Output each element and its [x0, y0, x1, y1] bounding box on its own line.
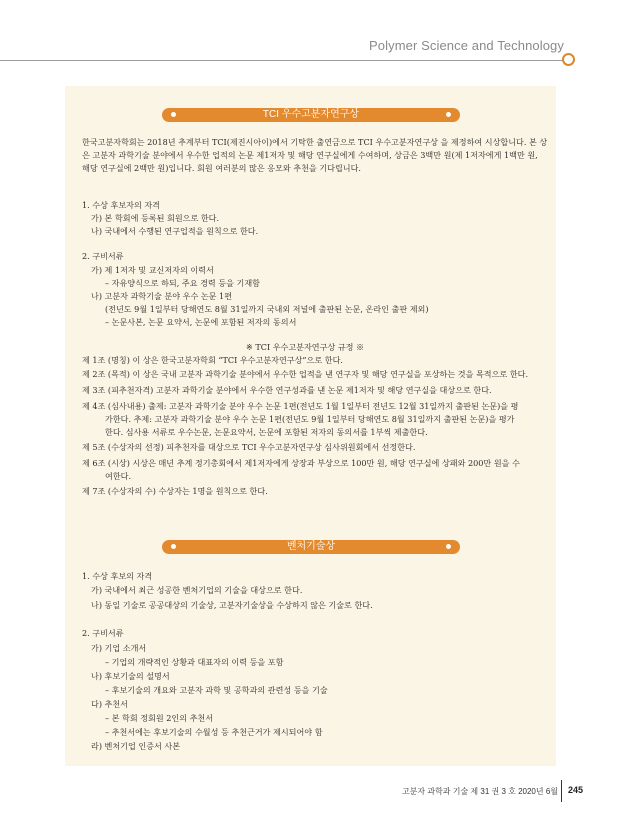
list-subitem: – 기업의 개략적인 상황과 대표자의 이력 등을 포함 [105, 657, 284, 667]
rule-item-cont: 여한다. [105, 471, 132, 481]
list-item: 나) 후보기술의 설명서 [91, 671, 170, 681]
rule-item: 제 3조 (피추천자격) 고분자 과학기술 분야에서 우수한 연구성과를 낸 논문 제1저자 및 해당 연구실을 대상으로 한다. [82, 385, 492, 395]
footer-divider [561, 780, 562, 802]
section-banner-venture [162, 540, 460, 554]
rule-item-cont: 가한다. 추제: 고분자 과학기술 분야 우수 논문 1편(전년도 9월 1일부터 당해연도 8월 31일까지 출판된 논문)을 평가 [105, 414, 515, 424]
list-item: 가) 기업 소개서 [91, 643, 147, 653]
list-item: 가) 제 1저자 및 교신저자의 이력서 [91, 265, 214, 275]
list-item: 가) 국내에서 최근 성공한 벤처기업의 기술을 대상으로 한다. [91, 585, 303, 595]
page-number: 245 [568, 785, 584, 795]
list-subitem: – 추천서에는 후보기술의 수월성 등 추천근거가 제시되어야 함 [105, 727, 323, 737]
list-subitem: – 자유양식으로 하되, 주요 경력 등을 기재함 [105, 278, 260, 288]
bullet-dot-icon [446, 544, 451, 549]
rule-item: 제 6조 (시상) 시상은 매년 추계 정기총회에서 제1저자에게 상장과 부상으로 100만 원, 해당 연구실에 상패와 200만 원을 수 [82, 458, 520, 468]
list-item: 나) 고분자 과학기술 분야 우수 논문 1편 [91, 291, 233, 301]
section-banner-tci [162, 108, 460, 122]
journal-title: Polymer Science and Technology [369, 38, 564, 53]
rule-item: 제 4조 (심사내용) 출제: 고분자 과학기술 분야 우수 논문 1편(전년도 1월 1일부터 전년도 12월 31일까지 출판된 논문)을 평 [82, 401, 519, 411]
list-item: 나) 국내에서 수행된 연구업적을 원칙으로 한다. [91, 226, 259, 236]
list-item: 라) 벤처기업 인증서 사본 [91, 741, 181, 751]
heading-documents: 2. 구비서류 [82, 251, 124, 261]
rule-item: 제 1조 (명칭) 이 상은 한국고분자학회 “TCI 우수고분자연구상”으로 한다. [82, 355, 343, 365]
banner-title: TCI 우수고분자연구상 [262, 109, 360, 120]
header-circle-ornament [562, 53, 575, 66]
header-rule [0, 60, 566, 61]
heading-documents: 2. 구비서류 [82, 628, 124, 638]
list-subitem: (전년도 9월 1일부터 당해연도 8월 31일까지 국내외 저널에 출판된 논문, 온라인 출판 제외) [105, 304, 429, 314]
rule-item-cont: 한다. 심사용 서류로 우수논문, 논문요약서, 논문에 포함된 저자의 동의서를 1부씩 제출한다. [105, 427, 428, 437]
rule-item: 제 2조 (목적) 이 상은 국내 고분자 과학기술 분야에서 우수한 업적을 낸 연구자 및 해당 연구실을 포상하는 것을 목적으로 한다. [82, 369, 529, 379]
banner-title: 벤처기술상 [286, 541, 336, 552]
list-subitem: – 본 학회 정회원 2인의 추천서 [105, 713, 214, 723]
rules-title: ※ TCI 우수고분자연구상 규정 ※ [246, 342, 365, 352]
bullet-dot-icon [171, 112, 176, 117]
list-subitem: – 후보기술의 개요와 고분자 과학 및 공학과의 관련성 등을 기술 [105, 685, 328, 695]
list-item: 가) 본 학회에 등록된 회원으로 한다. [91, 213, 220, 223]
heading-qualification: 1. 수상 후보자의 자격 [82, 200, 160, 210]
rule-item: 제 7조 (수상자의 수) 수상자는 1명을 원칙으로 한다. [82, 486, 268, 496]
footer-citation: 고분자 과학과 기술 제 31 권 3 호 2020년 6월 [401, 787, 558, 796]
bullet-dot-icon [171, 544, 176, 549]
list-item: 나) 동일 기술로 공공대상의 기술상, 고분자기술상을 수상하지 않은 기술로 한다. [91, 600, 373, 610]
intro-paragraph: 한국고분자학회는 2018년 추계부터 TCI(제진시아이)에서 기탁한 출연금으로 TCI 우수고분자연구상 을 제정하여 시상합니다. 본 상은 고분자 과학기술 분야에서 우수한 업적의 논문 제1저자 및 해당 연구실에게 수여하며, 상금은 3백만 원(제 1저자에게 1백만 원, 해당 연구실에 2백만 원)입니다. 회원 여러분의 많은 응모와 추천을 기다립니다. [82, 137, 548, 173]
heading-qualification: 1. 수상 후보의 자격 [82, 571, 153, 581]
bullet-dot-icon [446, 112, 451, 117]
rule-item: 제 5조 (수상자의 선정) 피추천자를 대상으로 TCI 우수고분자연구상 심사위원회에서 선정한다. [82, 442, 416, 452]
list-item: 다) 추천서 [91, 699, 129, 709]
list-subitem: – 논문사본, 논문 요약서, 논문에 포함된 저자의 동의서 [105, 317, 297, 327]
